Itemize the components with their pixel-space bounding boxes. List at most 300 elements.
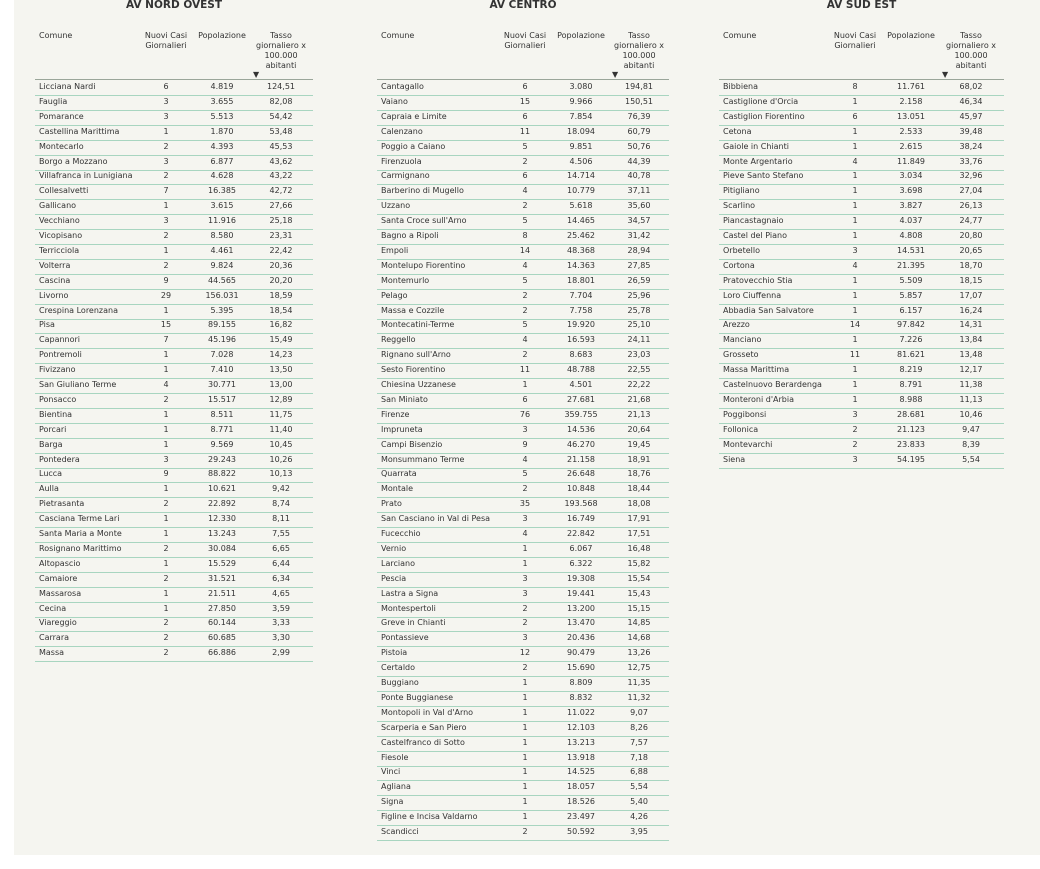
- cell-comune: Terricciola: [39, 245, 80, 255]
- cell-nuovi-casi: 1: [163, 305, 169, 315]
- cell-tasso: 10,26: [269, 454, 293, 464]
- sort-down-icon[interactable]: ▼: [253, 70, 260, 79]
- cell-comune: Siena: [723, 454, 746, 464]
- cell-comune: Bagno a Ripoli: [381, 231, 439, 240]
- cell-popolazione: 23.497: [567, 812, 595, 822]
- cell-nuovi-casi: 1: [852, 201, 858, 211]
- cell-comune: Pieve Santo Stefano: [723, 171, 804, 181]
- cell-nuovi-casi: 2: [852, 439, 858, 449]
- table-row: [377, 482, 669, 498]
- table-row: [35, 95, 313, 111]
- cell-tasso: 16,24: [959, 305, 983, 315]
- cell-popolazione: 88.822: [208, 469, 236, 479]
- cell-tasso: 18,44: [627, 484, 651, 494]
- cell-comune: Barberino di Mugello: [381, 186, 464, 196]
- cell-tasso: 18,91: [627, 454, 651, 464]
- cell-tasso: 15,82: [627, 558, 651, 568]
- cell-popolazione: 8.219: [899, 365, 923, 375]
- cell-tasso: 43,22: [269, 171, 293, 181]
- cell-comune: Gallicano: [39, 201, 77, 211]
- cell-tasso: 17,91: [627, 514, 651, 524]
- cell-nuovi-casi: 1: [852, 380, 858, 389]
- cell-popolazione: 8.791: [899, 380, 923, 389]
- cell-popolazione: 5.857: [899, 290, 923, 300]
- cell-comune: Chiesina Uzzanese: [381, 380, 456, 389]
- cell-tasso: 13,50: [269, 365, 293, 375]
- cell-nuovi-casi: 3: [163, 96, 169, 106]
- cell-nuovi-casi: 3: [522, 588, 528, 598]
- header-popolazione[interactable]: Popolazione: [557, 31, 605, 40]
- cell-popolazione: 19.441: [567, 588, 595, 598]
- cell-tasso: 10,46: [959, 409, 983, 419]
- cell-comune: Livorno: [39, 290, 69, 300]
- cell-popolazione: 30.084: [208, 543, 236, 553]
- cell-popolazione: 31.521: [208, 573, 236, 583]
- cell-tasso: 11,35: [627, 678, 651, 687]
- cell-nuovi-casi: 9: [163, 469, 169, 479]
- cell-nuovi-casi: 2: [163, 499, 169, 509]
- table-row: [35, 453, 313, 469]
- cell-popolazione: 45.196: [208, 335, 236, 345]
- table-row: [35, 631, 313, 647]
- cell-popolazione: 4.506: [569, 156, 593, 166]
- cell-comune: Pomarance: [39, 111, 84, 121]
- table-row: [35, 497, 313, 513]
- table-row: [35, 616, 313, 632]
- sort-down-icon[interactable]: ▼: [942, 70, 949, 79]
- cell-nuovi-casi: 1: [852, 126, 858, 136]
- cell-comune: San Miniato: [381, 394, 428, 404]
- cell-tasso: 7,18: [630, 752, 648, 762]
- cell-popolazione: 5.513: [210, 111, 234, 121]
- table-row: [377, 140, 669, 156]
- cell-popolazione: 16.593: [567, 335, 595, 345]
- cell-nuovi-casi: 35: [519, 499, 531, 509]
- cell-nuovi-casi: 2: [522, 603, 528, 613]
- table-row: [719, 125, 1004, 141]
- cell-comune: Prato: [381, 499, 402, 509]
- cell-comune: Calenzano: [381, 126, 423, 136]
- cell-comune: Poggio a Caiano: [381, 141, 446, 151]
- table-row: [719, 348, 1004, 364]
- cell-popolazione: 9.851: [569, 141, 593, 151]
- cell-nuovi-casi: 2: [163, 648, 169, 658]
- cell-nuovi-casi: 2: [163, 171, 169, 181]
- cell-tasso: 31,42: [627, 231, 651, 240]
- cell-nuovi-casi: 11: [519, 365, 531, 375]
- cell-comune: Pitigliano: [723, 186, 760, 196]
- cell-nuovi-casi: 3: [163, 156, 169, 166]
- table-0: [35, 0, 313, 850]
- cell-popolazione: 19.308: [567, 573, 595, 583]
- cell-popolazione: 6.067: [569, 543, 593, 553]
- table-row: [35, 259, 313, 275]
- cell-popolazione: 2.158: [899, 96, 923, 106]
- table-row: [35, 557, 313, 573]
- table-row: [719, 453, 1004, 469]
- cell-popolazione: 27.850: [208, 603, 236, 613]
- cell-nuovi-casi: 3: [522, 573, 528, 583]
- cell-comune: Scarlino: [723, 201, 756, 211]
- cell-popolazione: 20.436: [567, 633, 595, 643]
- cell-popolazione: 12.103: [567, 722, 595, 732]
- cell-comune: Montale: [381, 484, 414, 494]
- cell-tasso: 4,65: [272, 588, 290, 598]
- header-comune[interactable]: Comune: [723, 31, 757, 40]
- table-row: [377, 736, 669, 752]
- cell-comune: Impruneta: [381, 424, 423, 434]
- cell-comune: Gaiole in Chianti: [723, 141, 789, 151]
- table-row: [377, 557, 669, 573]
- table-row: [377, 676, 669, 692]
- cell-tasso: 8,11: [272, 514, 290, 524]
- table-row: [719, 438, 1004, 454]
- cell-comune: Lucca: [39, 469, 63, 479]
- cell-popolazione: 9.569: [210, 439, 234, 449]
- cell-nuovi-casi: 9: [522, 439, 528, 449]
- cell-popolazione: 11.916: [208, 216, 236, 226]
- table-2: [719, 0, 1004, 850]
- cell-nuovi-casi: 2: [522, 305, 528, 315]
- cell-tasso: 124,51: [267, 82, 295, 91]
- cell-nuovi-casi: 1: [522, 558, 528, 568]
- cell-popolazione: 11.022: [567, 707, 595, 717]
- table-row: [377, 467, 669, 483]
- cell-tasso: 7,57: [630, 737, 648, 747]
- table-row: [377, 810, 669, 826]
- cell-comune: Pratovecchio Stia: [723, 275, 793, 285]
- table-row: [377, 631, 669, 647]
- cell-comune: Rosignano Marittimo: [39, 543, 122, 553]
- cell-nuovi-casi: 14: [519, 245, 531, 255]
- cell-nuovi-casi: 1: [163, 126, 169, 136]
- cell-nuovi-casi: 3: [522, 633, 528, 643]
- cell-nuovi-casi: 2: [163, 543, 169, 553]
- cell-popolazione: 2.533: [899, 126, 923, 136]
- cell-popolazione: 14.465: [567, 216, 595, 226]
- table-row: [377, 527, 669, 543]
- table-row: [377, 378, 669, 394]
- table-row: [377, 423, 669, 439]
- table-row: [719, 423, 1004, 439]
- cell-comune: Cascina: [39, 275, 71, 285]
- table-row: [719, 184, 1004, 200]
- cell-nuovi-casi: 1: [522, 812, 528, 822]
- table-row: [377, 453, 669, 469]
- cell-tasso: 25,10: [627, 320, 651, 330]
- cell-comune: San Casciano in Val di Pesa: [381, 514, 491, 524]
- table-row: [377, 155, 669, 171]
- cell-comune: Porcari: [39, 424, 67, 434]
- cell-tasso: 14,23: [269, 350, 293, 360]
- cell-nuovi-casi: 4: [522, 454, 528, 464]
- table-row: [719, 304, 1004, 320]
- header-tasso[interactable]: Tasso giornaliero x 100.000 abitanti: [614, 31, 664, 70]
- table-row: [719, 155, 1004, 171]
- cell-tasso: 25,18: [269, 216, 293, 226]
- cell-nuovi-casi: 15: [160, 320, 172, 330]
- table-row: [35, 80, 313, 96]
- table-row: [35, 527, 313, 543]
- cell-nuovi-casi: 1: [522, 722, 528, 732]
- cell-tasso: 32,96: [959, 171, 983, 181]
- cell-comune: Larciano: [381, 558, 415, 568]
- cell-nuovi-casi: 1: [163, 514, 169, 524]
- cell-tasso: 20,65: [959, 245, 983, 255]
- cell-nuovi-casi: 9: [163, 275, 169, 285]
- cell-popolazione: 6.322: [569, 558, 593, 568]
- cell-comune: Castelfranco di Sotto: [381, 737, 465, 747]
- cell-popolazione: 54.195: [897, 454, 925, 464]
- table-row: [377, 602, 669, 618]
- cell-tasso: 39,48: [959, 126, 983, 136]
- cell-tasso: 26,13: [959, 201, 983, 211]
- table-row: [377, 318, 669, 334]
- cell-nuovi-casi: 1: [522, 797, 528, 807]
- cell-popolazione: 2.615: [899, 141, 923, 151]
- cell-tasso: 2,99: [272, 648, 290, 658]
- cell-popolazione: 4.501: [569, 380, 593, 389]
- cell-tasso: 12,75: [627, 663, 651, 673]
- cell-nuovi-casi: 4: [522, 260, 528, 270]
- cell-popolazione: 21.395: [897, 260, 925, 270]
- cell-popolazione: 60.685: [208, 633, 236, 643]
- cell-nuovi-casi: 1: [163, 439, 169, 449]
- cell-nuovi-casi: 3: [163, 111, 169, 121]
- cell-tasso: 45,53: [269, 141, 293, 151]
- cell-popolazione: 4.461: [210, 245, 234, 255]
- cell-comune: Pontassieve: [381, 633, 429, 643]
- table-header: [719, 31, 1004, 80]
- cell-nuovi-casi: 1: [163, 588, 169, 598]
- table-row: [35, 348, 313, 364]
- header-nuovi-casi[interactable]: Nuovi Casi Giornalieri: [833, 31, 877, 50]
- cell-tasso: 68,02: [959, 82, 983, 91]
- cell-comune: Montevarchi: [723, 439, 773, 449]
- cell-tasso: 25,96: [627, 290, 651, 300]
- table-row: [719, 318, 1004, 334]
- cell-comune: Pietrasanta: [39, 499, 85, 509]
- cell-nuovi-casi: 1: [163, 484, 169, 494]
- cell-comune: Massarosa: [39, 588, 82, 598]
- cell-comune: Pescia: [381, 573, 407, 583]
- table-row: [35, 318, 313, 334]
- cell-nuovi-casi: 8: [522, 231, 528, 240]
- table-row: [719, 110, 1004, 126]
- header-comune[interactable]: Comune: [39, 31, 73, 40]
- table-row: [377, 229, 669, 245]
- cell-tasso: 194,81: [625, 82, 653, 91]
- table-row: [377, 333, 669, 349]
- table-row: [377, 587, 669, 603]
- cell-comune: Santa Maria a Monte: [39, 529, 122, 538]
- cell-tasso: 37,11: [627, 186, 651, 196]
- cell-popolazione: 11.761: [897, 82, 925, 91]
- table-row: [35, 423, 313, 439]
- cell-tasso: 14,85: [627, 618, 651, 628]
- cell-nuovi-casi: 2: [522, 290, 528, 300]
- cell-comune: Viareggio: [39, 618, 77, 628]
- cell-tasso: 28,94: [627, 245, 651, 255]
- table-row: [719, 289, 1004, 305]
- header-popolazione[interactable]: Popolazione: [198, 31, 246, 40]
- cell-comune: Scandicci: [381, 827, 419, 836]
- cell-popolazione: 48.788: [567, 365, 595, 375]
- cell-nuovi-casi: 1: [852, 275, 858, 285]
- table-row: [35, 333, 313, 349]
- cell-tasso: 20,80: [959, 231, 983, 240]
- cell-popolazione: 66.886: [208, 648, 236, 658]
- header-comune[interactable]: Comune: [381, 31, 415, 40]
- cell-tasso: 26,59: [627, 275, 651, 285]
- cell-popolazione: 7.758: [569, 305, 593, 315]
- cell-tasso: 27,04: [959, 186, 983, 196]
- cell-nuovi-casi: 2: [163, 231, 169, 240]
- cell-comune: Barga: [39, 439, 63, 449]
- cell-tasso: 15,49: [269, 335, 293, 345]
- cell-tasso: 6,44: [272, 558, 290, 568]
- cell-tasso: 13,84: [959, 335, 983, 345]
- header-nuovi-casi[interactable]: Nuovi Casi Giornalieri: [503, 31, 547, 50]
- cell-nuovi-casi: 2: [522, 484, 528, 494]
- cell-tasso: 150,51: [625, 96, 653, 106]
- cell-popolazione: 97.842: [897, 320, 925, 330]
- header-tasso[interactable]: Tasso giornaliero x 100.000 abitanti: [256, 31, 306, 70]
- cell-comune: Signa: [381, 797, 404, 807]
- cell-popolazione: 13.213: [567, 737, 595, 747]
- table-row: [377, 199, 669, 215]
- cell-comune: Vaiano: [381, 96, 408, 106]
- table-row: [719, 199, 1004, 215]
- cell-nuovi-casi: 3: [852, 245, 858, 255]
- cell-tasso: 3,30: [272, 633, 290, 643]
- cell-tasso: 44,39: [627, 156, 651, 166]
- cell-nuovi-casi: 3: [163, 454, 169, 464]
- cell-popolazione: 6.877: [210, 156, 234, 166]
- table-row: [377, 184, 669, 200]
- table-header: [35, 31, 313, 80]
- cell-comune: Orbetello: [723, 245, 760, 255]
- cell-popolazione: 50.592: [567, 827, 595, 836]
- cell-comune: Castellina Marittima: [39, 126, 120, 136]
- cell-tasso: 13,26: [627, 648, 651, 658]
- cell-tasso: 24,77: [959, 216, 983, 226]
- cell-tasso: 15,54: [627, 573, 651, 583]
- cell-nuovi-casi: 1: [522, 767, 528, 777]
- cell-nuovi-casi: 1: [163, 365, 169, 375]
- cell-popolazione: 5.395: [210, 305, 234, 315]
- cell-nuovi-casi: 4: [522, 186, 528, 196]
- header-nuovi-casi[interactable]: Nuovi Casi Giornalieri: [144, 31, 188, 50]
- cell-popolazione: 90.479: [567, 648, 595, 658]
- sort-down-icon[interactable]: ▼: [612, 70, 619, 79]
- cell-popolazione: 81.621: [897, 350, 925, 360]
- cell-comune: Monsummano Terme: [381, 454, 465, 464]
- cell-tasso: 18,15: [959, 275, 983, 285]
- cell-tasso: 34,57: [627, 216, 651, 226]
- cell-comune: Fiesole: [381, 752, 409, 762]
- table-header: [377, 31, 669, 80]
- cell-comune: Aulla: [39, 484, 59, 494]
- cell-popolazione: 9.966: [569, 96, 593, 106]
- table-row: [719, 408, 1004, 424]
- header-popolazione[interactable]: Popolazione: [887, 31, 935, 40]
- table-row: [35, 140, 313, 156]
- table-row: [377, 274, 669, 290]
- cell-nuovi-casi: 12: [519, 648, 531, 658]
- cell-tasso: 5,54: [630, 782, 648, 792]
- cell-nuovi-casi: 5: [522, 320, 528, 330]
- cell-nuovi-casi: 3: [852, 454, 858, 464]
- table-row: [719, 363, 1004, 379]
- cell-popolazione: 14.363: [567, 260, 595, 270]
- cell-popolazione: 22.892: [208, 499, 236, 509]
- cell-nuovi-casi: 7: [163, 335, 169, 345]
- table-row: [719, 214, 1004, 230]
- cell-tasso: 12,89: [269, 394, 293, 404]
- cell-tasso: 33,76: [959, 156, 983, 166]
- cell-comune: Massa e Cozzile: [381, 305, 445, 315]
- table-row: [35, 214, 313, 230]
- cell-tasso: 9,47: [962, 424, 980, 434]
- cell-nuovi-casi: 2: [163, 633, 169, 643]
- cell-nuovi-casi: 76: [519, 409, 531, 419]
- table-row: [35, 244, 313, 260]
- cell-nuovi-casi: 1: [522, 752, 528, 762]
- cell-comune: Casciana Terme Lari: [39, 514, 120, 524]
- cell-tasso: 54,42: [269, 111, 293, 121]
- cell-popolazione: 22.842: [567, 529, 595, 538]
- table-row: [35, 393, 313, 409]
- cell-tasso: 42,72: [269, 186, 293, 196]
- cell-tasso: 10,13: [269, 469, 293, 479]
- cell-tasso: 27,66: [269, 201, 293, 211]
- cell-tasso: 35,60: [627, 201, 651, 211]
- cell-comune: Montelupo Fiorentino: [381, 260, 466, 270]
- header-tasso[interactable]: Tasso giornaliero x 100.000 abitanti: [946, 31, 996, 70]
- cell-tasso: 3,95: [630, 827, 648, 836]
- cell-comune: Capannori: [39, 335, 81, 345]
- cell-popolazione: 7.704: [569, 290, 593, 300]
- cell-popolazione: 11.849: [897, 156, 925, 166]
- cell-comune: Fivizzano: [39, 365, 76, 375]
- cell-comune: Monteroni d'Arbia: [723, 394, 795, 404]
- cell-nuovi-casi: 1: [522, 707, 528, 717]
- cell-comune: Pontedera: [39, 454, 80, 464]
- cell-tasso: 18,59: [269, 290, 293, 300]
- cell-comune: Borgo a Mozzano: [39, 156, 108, 166]
- cell-tasso: 4,26: [630, 812, 648, 822]
- cell-nuovi-casi: 11: [849, 350, 861, 360]
- cell-nuovi-casi: 1: [522, 678, 528, 687]
- cell-popolazione: 12.330: [208, 514, 236, 524]
- cell-nuovi-casi: 1: [163, 529, 169, 538]
- cell-popolazione: 18.801: [567, 275, 595, 285]
- cell-tasso: 18,54: [269, 305, 293, 315]
- cell-popolazione: 14.714: [567, 171, 595, 181]
- cell-nuovi-casi: 5: [522, 469, 528, 479]
- cell-tasso: 6,88: [630, 767, 648, 777]
- cell-tasso: 5,54: [962, 454, 980, 464]
- cell-nuovi-casi: 11: [519, 126, 531, 136]
- cell-popolazione: 21.511: [208, 588, 236, 598]
- cell-tasso: 5,40: [630, 797, 648, 807]
- cell-tasso: 9,42: [272, 484, 290, 494]
- cell-popolazione: 193.568: [564, 499, 598, 509]
- cell-comune: Grosseto: [723, 350, 759, 360]
- cell-popolazione: 48.368: [567, 245, 595, 255]
- cell-nuovi-casi: 2: [522, 618, 528, 628]
